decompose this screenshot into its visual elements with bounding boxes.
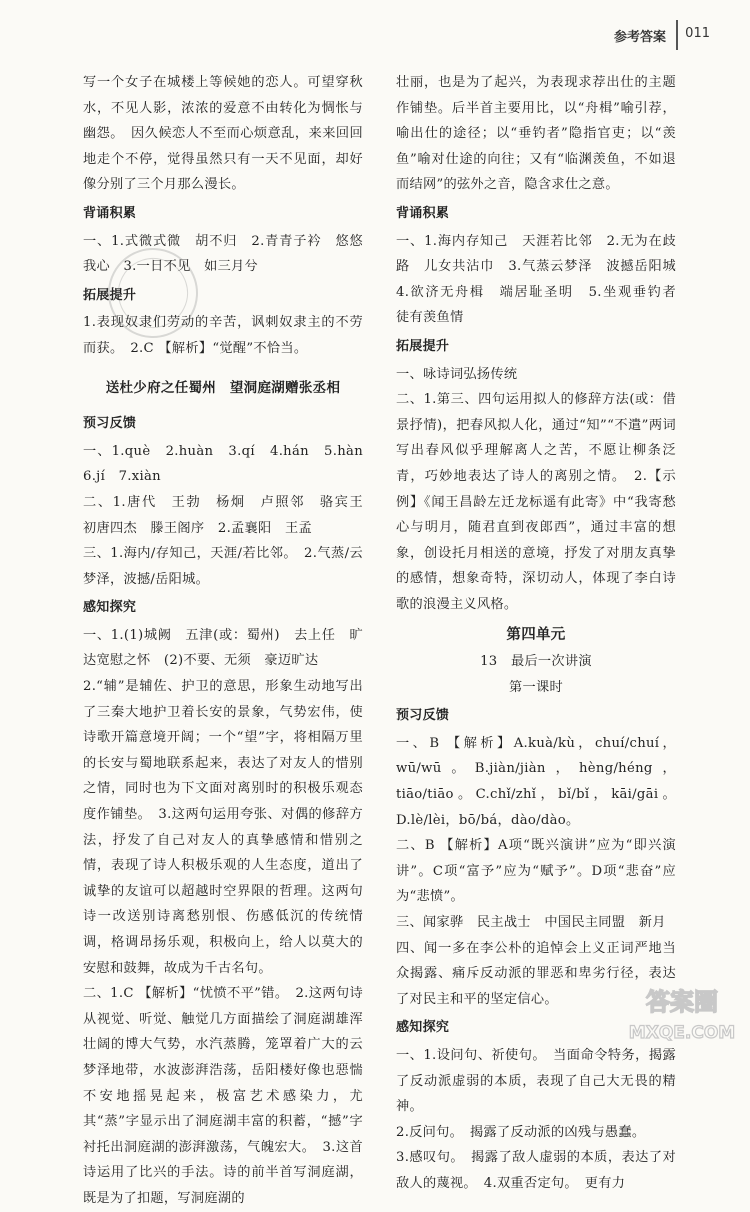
right-intro-paragraph: 壮丽，也是为了起兴，为表现求荐出仕的主题作铺垫。后半首主要用比，以“舟楫”喻引荐，喻出仕的途径；以“垂钓者”隐指官吏；以“羡鱼”喻对仕途的向往；又有“临渊羡鱼，不如退而结网”的弦外之音，隐含求仕之意。 — [396, 75, 676, 193]
header-label: 参考答案 — [613, 30, 666, 45]
explore-answer-1: 一、1.设问句、祈使句。 当面命令特务，揭露了反动派虚弱的本质，表现了自己大无畏的精神。 — [396, 1047, 676, 1115]
watermark-line-2: MXQE.COM — [628, 1023, 736, 1043]
section-heading-preview: 预习反馈 — [83, 416, 137, 432]
section-heading-explore: 感知探究 — [83, 600, 137, 616]
preview-answer-1: 一、B 【解析】A.kuà/kù，chuí/chuí，wū/wū。B.jiàn/jiàn，hèng/héng，tiāo/tiāo。C.chǐ/zhǐ，bǐ/bǐ，kāi/gāi。D.lè/lèi，bō/bá，dào/dào。 — [396, 735, 676, 828]
page-number: 011 — [685, 26, 710, 41]
preview-answer-2: 二、1.唐代 王勃 杨炯 卢照邻 骆宾王 初唐四杰 滕王阁序 2.孟襄阳 王孟 — [83, 494, 377, 536]
section-heading-explore: 感知探究 — [396, 1020, 450, 1036]
period-heading: 第一课时 — [509, 679, 563, 695]
preview-answer-1: 一、1.què 2.huàn 3.qí 4.hán 5.hàn 6.jí 7.xiàn — [83, 443, 377, 485]
watermark-line-1: 答案圈 — [646, 988, 718, 1016]
lesson-title: 送杜少府之任蜀州 望洞庭湖赠张丞相 — [105, 379, 341, 396]
left-column — [83, 70, 377, 1212]
explore-answer-2: 2.“辅”是辅佐、护卫的意思，形象生动地写出了三秦大地护卫着长安的景象，气势宏伟，使诗歌开篇意境开阔；一个“望”字，将相隔万里的长安与蜀地联系起来，表达了对友人的惜别之情，同时也为下文面对离别时的积极乐观态度作铺垫。 3.这两句运用夸张、对偶的修辞方法，抒发了自己对友人的真挚感情和惜别之情，表现了诗人积极乐观的人生态度，道出了诚挚的友谊可以超越时空界限的哲理。这两句诗一改送别诗离愁别恨、伤感低沉的传统情调，格调昂扬乐观，积极向上，给人以莫大的安慰和鼓舞，故成为千古名句。 — [83, 679, 363, 976]
lesson-heading: 13 最后一次讲演 — [480, 654, 592, 670]
section-heading-extend: 拓展提升 — [396, 338, 450, 354]
explore-answer-1: 一、1.(1)城阙 五津(或：蜀州) 去上任 旷达宽慰之怀 (2)不要、无须 豪迈旷达 — [83, 627, 363, 669]
explore-answer-3: 3.感叹句。 揭露了敌人虚弱的本质，表达了对敌人的蔑视。 4.双重否定句。 更有力 — [396, 1150, 676, 1191]
preview-answer-4: 四、闻一多在李公朴的追悼会上义正词严地当众揭露、痛斥反动派的罪恶和卑劣行径，表达了对民主和平的坚定信心。 — [396, 940, 676, 1007]
extend-answer-1: 一、咏诗词弘扬传统 — [396, 366, 518, 382]
preview-answer-2: 二、B 【解析】A项“既兴演讲”应为“即兴演讲”。C项“富予”应为“赋予”。D项“悲奋”应为“悲愤”。 — [396, 838, 676, 905]
section-heading-extend: 拓展提升 — [83, 287, 137, 303]
extend-answer-2: 二、1.第三、四句运用拟人的修辞方法(或：借景抒情)，把春风拟人化，通过“知”“不遣”两词写出春风似乎理解离人之苦，不愿让柳条泛青，巧妙地表达了诗人的离别之情。 2.【示例】《闻王昌龄左迁龙标遥有此寄》中“我寄愁心与明月，随君直到夜郎西”，通过丰富的想象，创设托月相送的意境，抒发了对朋友真挚的感情，想象奇特，深切动人，体现了李白诗歌的浪漫主义风格。 — [396, 392, 676, 612]
section-heading-preview: 预习反馈 — [396, 708, 450, 724]
left-intro-paragraph: 写一个女子在城楼上等候她的恋人。可望穿秋水，不见人影，浓浓的爱意不由转化为惆怅与幽怨。 因久候恋人不至而心烦意乱，来来回回地走个不停，觉得虽然只有一天不见面，却好像分别了三个月那么漫长。 — [83, 75, 363, 193]
section-heading-recite: 背诵积累 — [83, 205, 137, 221]
section-heading-recite: 背诵积累 — [396, 205, 450, 221]
preview-answer-3: 三、1.海内/存知己，天涯/若比邻。 2.气蒸/云梦泽，波撼/岳阳城。 — [83, 546, 363, 587]
recite-answer: 一、1.式微式微 胡不归 2.青青子衿 悠悠我心 3.一日不见 如三月兮 — [83, 233, 363, 275]
page-header — [0, 20, 750, 56]
recite-answer: 一、1.海内存知己 天涯若比邻 2.无为在歧路 儿女共沾巾 3.气蒸云梦泽 波撼岳阳城 4.欲济无舟楫 端居耻圣明 5.坐观垂钓者 徒有羡鱼情 — [396, 233, 690, 326]
header-divider — [676, 20, 678, 50]
explore-answer-2: 2.反问句。 揭露了反动派的凶残与愚蠢。 — [396, 1124, 646, 1140]
explore-answer-3: 二、1.C 【解析】“忧愤不平”错。 2.这两句诗从视觉、听觉、触觉几方面描绘了洞庭湖雄浑壮阔的博大气势，水汽蒸腾，笼罩着广大的云梦泽地带，水波澎湃浩荡，岳阳楼好像也惡惴不安地摇晃起来，极富艺术感染力，尤其“蒸”字显示出了洞庭湖丰富的积蓄，“撼”字衬托出洞庭湖的澎湃激荡，气魄宏大。 3.这首诗运用了比兴的手法。诗的前半首写洞庭湖，既是为了扣题，写洞庭湖的 — [83, 986, 363, 1206]
extend-answer: 1.表现奴隶们劳动的辛苦，讽刺奴隶主的不劳而获。 2.C 【解析】“觉醒”不恰当。 — [83, 315, 363, 356]
preview-answer-3: 三、闻家骅 民主战士 中国民主同盟 新月 — [396, 915, 666, 930]
unit-heading: 第四单元 — [506, 627, 566, 644]
site-watermark-logo — [622, 980, 742, 1046]
